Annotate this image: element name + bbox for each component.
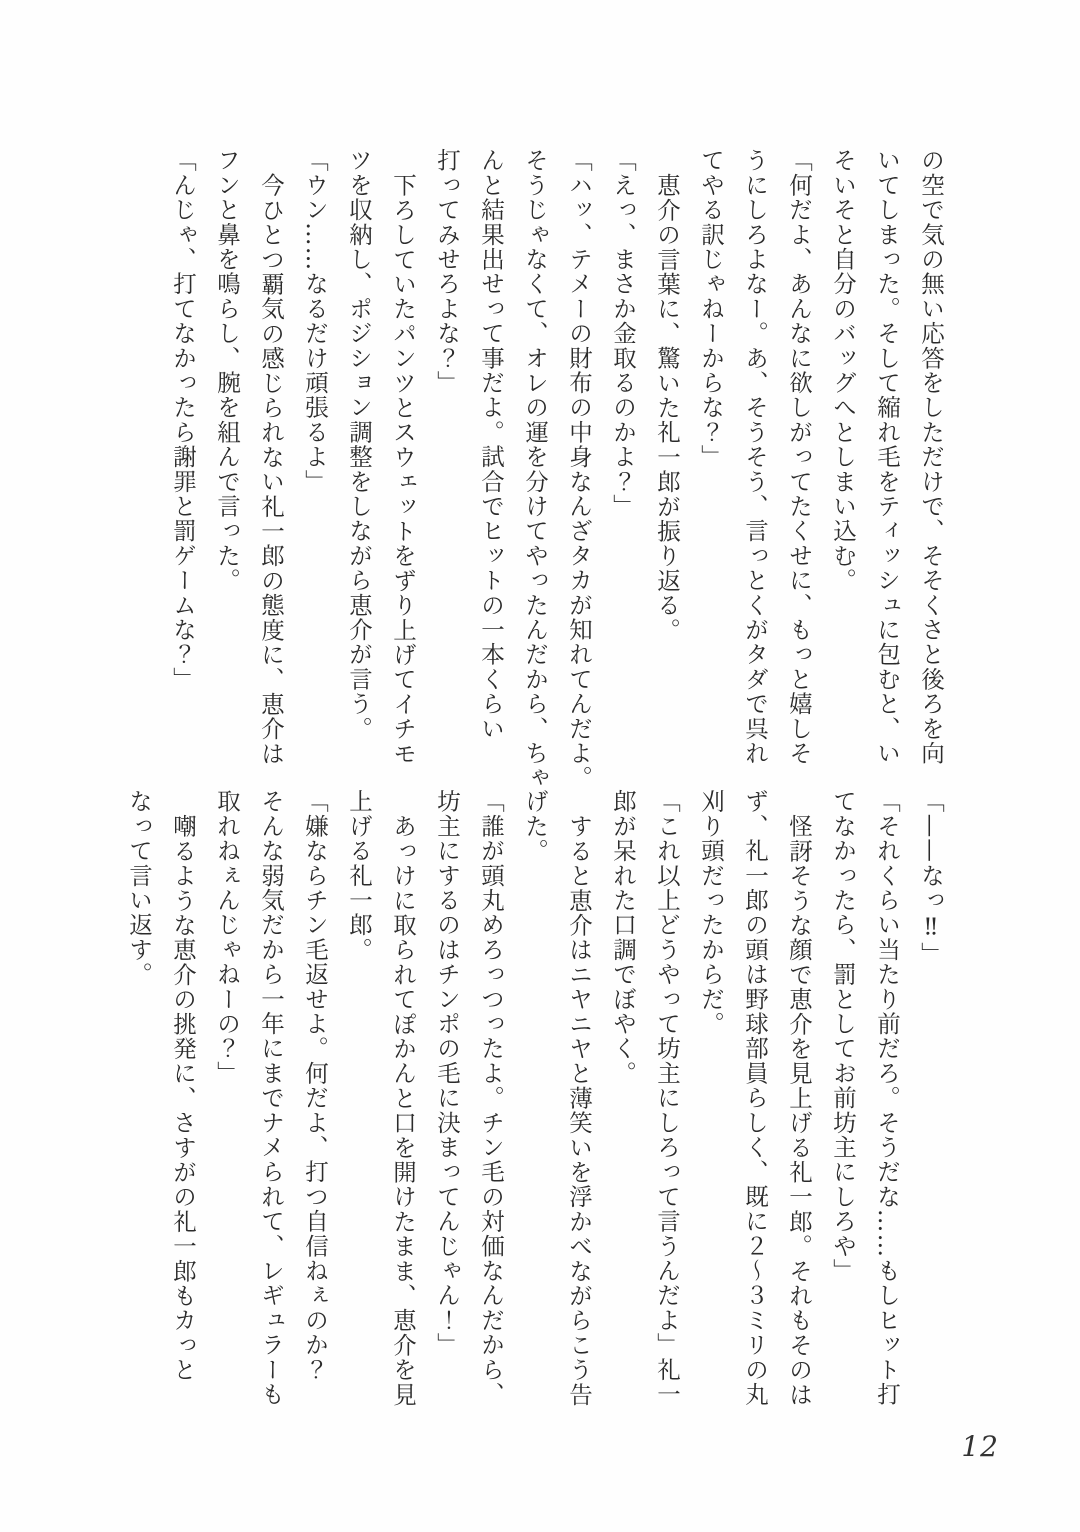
- text-line: そんな弱気だから一年にまでナメられて、レギュラーも: [257, 789, 285, 1407]
- text-line: 坊主にするのはチンポの毛に決まってんじゃん！」: [433, 789, 461, 1358]
- text-line: そうじゃなくて、オレの運を分けてやったんだから、ちゃ: [521, 148, 549, 791]
- text-line: 「ウン……なるだけ頑張るよ」: [301, 148, 329, 494]
- text-line: 「嫌ならチン毛返せよ。何だよ、打つ自信ねぇのか？: [301, 789, 329, 1382]
- text-line: んと結果出せって事だよ。試合でヒットの一本くらい: [477, 148, 505, 741]
- text-line: げた。: [521, 789, 549, 864]
- text-line: ツを収納し、ポジション調整をしながら恵介が言う。: [345, 148, 373, 741]
- text-line: うにしろよなー。あ、そうそう、言っとくがタダで呉れ: [741, 148, 769, 766]
- text-line: 「えっ、まさか金取るのかよ？」: [609, 148, 637, 519]
- text-line: 「誰が頭丸めろっつったよ。チン毛の対価なんだから、: [477, 789, 505, 1407]
- page-number: 12: [961, 1430, 999, 1463]
- text-line: なって言い返す。: [125, 789, 153, 987]
- text-line: 打ってみせろよな？」: [433, 148, 461, 395]
- text-line: フンと鼻を鳴らし、腕を組んで言った。: [213, 148, 241, 593]
- text-line: 取れねぇんじゃねーの？」: [213, 789, 241, 1086]
- text-line: すると恵介はニヤニヤと薄笑いを浮かべながらこう告: [565, 814, 593, 1407]
- text-line: そいそと自分のバッグへとしまい込む。: [829, 148, 857, 593]
- text-line: 「んじゃ、打てなかったら謝罪と罰ゲームな？」: [169, 148, 197, 692]
- text-line: 上げる礼一郎。: [345, 789, 373, 962]
- text-line: 「これ以上どうやって坊主にしろって言うんだよ」礼一: [653, 789, 681, 1407]
- text-line: 嘲るような恵介の挑発に、さすがの礼一郎もカっと: [169, 814, 197, 1383]
- text-line: ず、礼一郎の頭は野球部員らしく、既に２〜３ミリの丸: [741, 789, 769, 1407]
- text-block-top: [158, 148, 953, 791]
- text-line: 「——なっ‼」: [917, 789, 945, 967]
- text-line: てやる訳じゃねーからな？」: [697, 148, 725, 470]
- text-line: いてしまった。そして縮れ毛をティッシュに包むと、い: [873, 148, 901, 766]
- text-line: 今ひとつ覇気の感じられない礼一郎の態度に、恵介は: [257, 173, 285, 766]
- text-line: 恵介の言葉に、驚いた礼一郎が振り返る。: [653, 173, 681, 643]
- text-line: てなかったら、罰としてお前坊主にしろや」: [829, 789, 857, 1283]
- text-line: 「それくらい当たり前だろ。そうだな……もしヒット打: [873, 789, 901, 1407]
- text-line: 下ろしていたパンツとスウェットをずり上げてイチモ: [389, 173, 417, 766]
- text-line: 「何だよ、あんなに欲しがってたくせに、もっと嬉しそ: [785, 148, 813, 766]
- text-line: あっけに取られてぽかんと口を開けたまま、恵介を見: [389, 814, 417, 1407]
- text-line: 怪訝そうな顔で恵介を見上げる礼一郎。それもそのは: [785, 814, 813, 1407]
- text-line: の空で気の無い応答をしただけで、そそくさと後ろを向: [917, 148, 945, 766]
- text-line: 「ハッ、テメーの財布の中身なんざタカが知れてんだよ。: [565, 148, 593, 791]
- text-line: 刈り頭だったからだ。: [697, 789, 725, 1036]
- text-line: 郎が呆れた口調でぼやく。: [609, 789, 637, 1086]
- text-block-bottom: [114, 789, 953, 1429]
